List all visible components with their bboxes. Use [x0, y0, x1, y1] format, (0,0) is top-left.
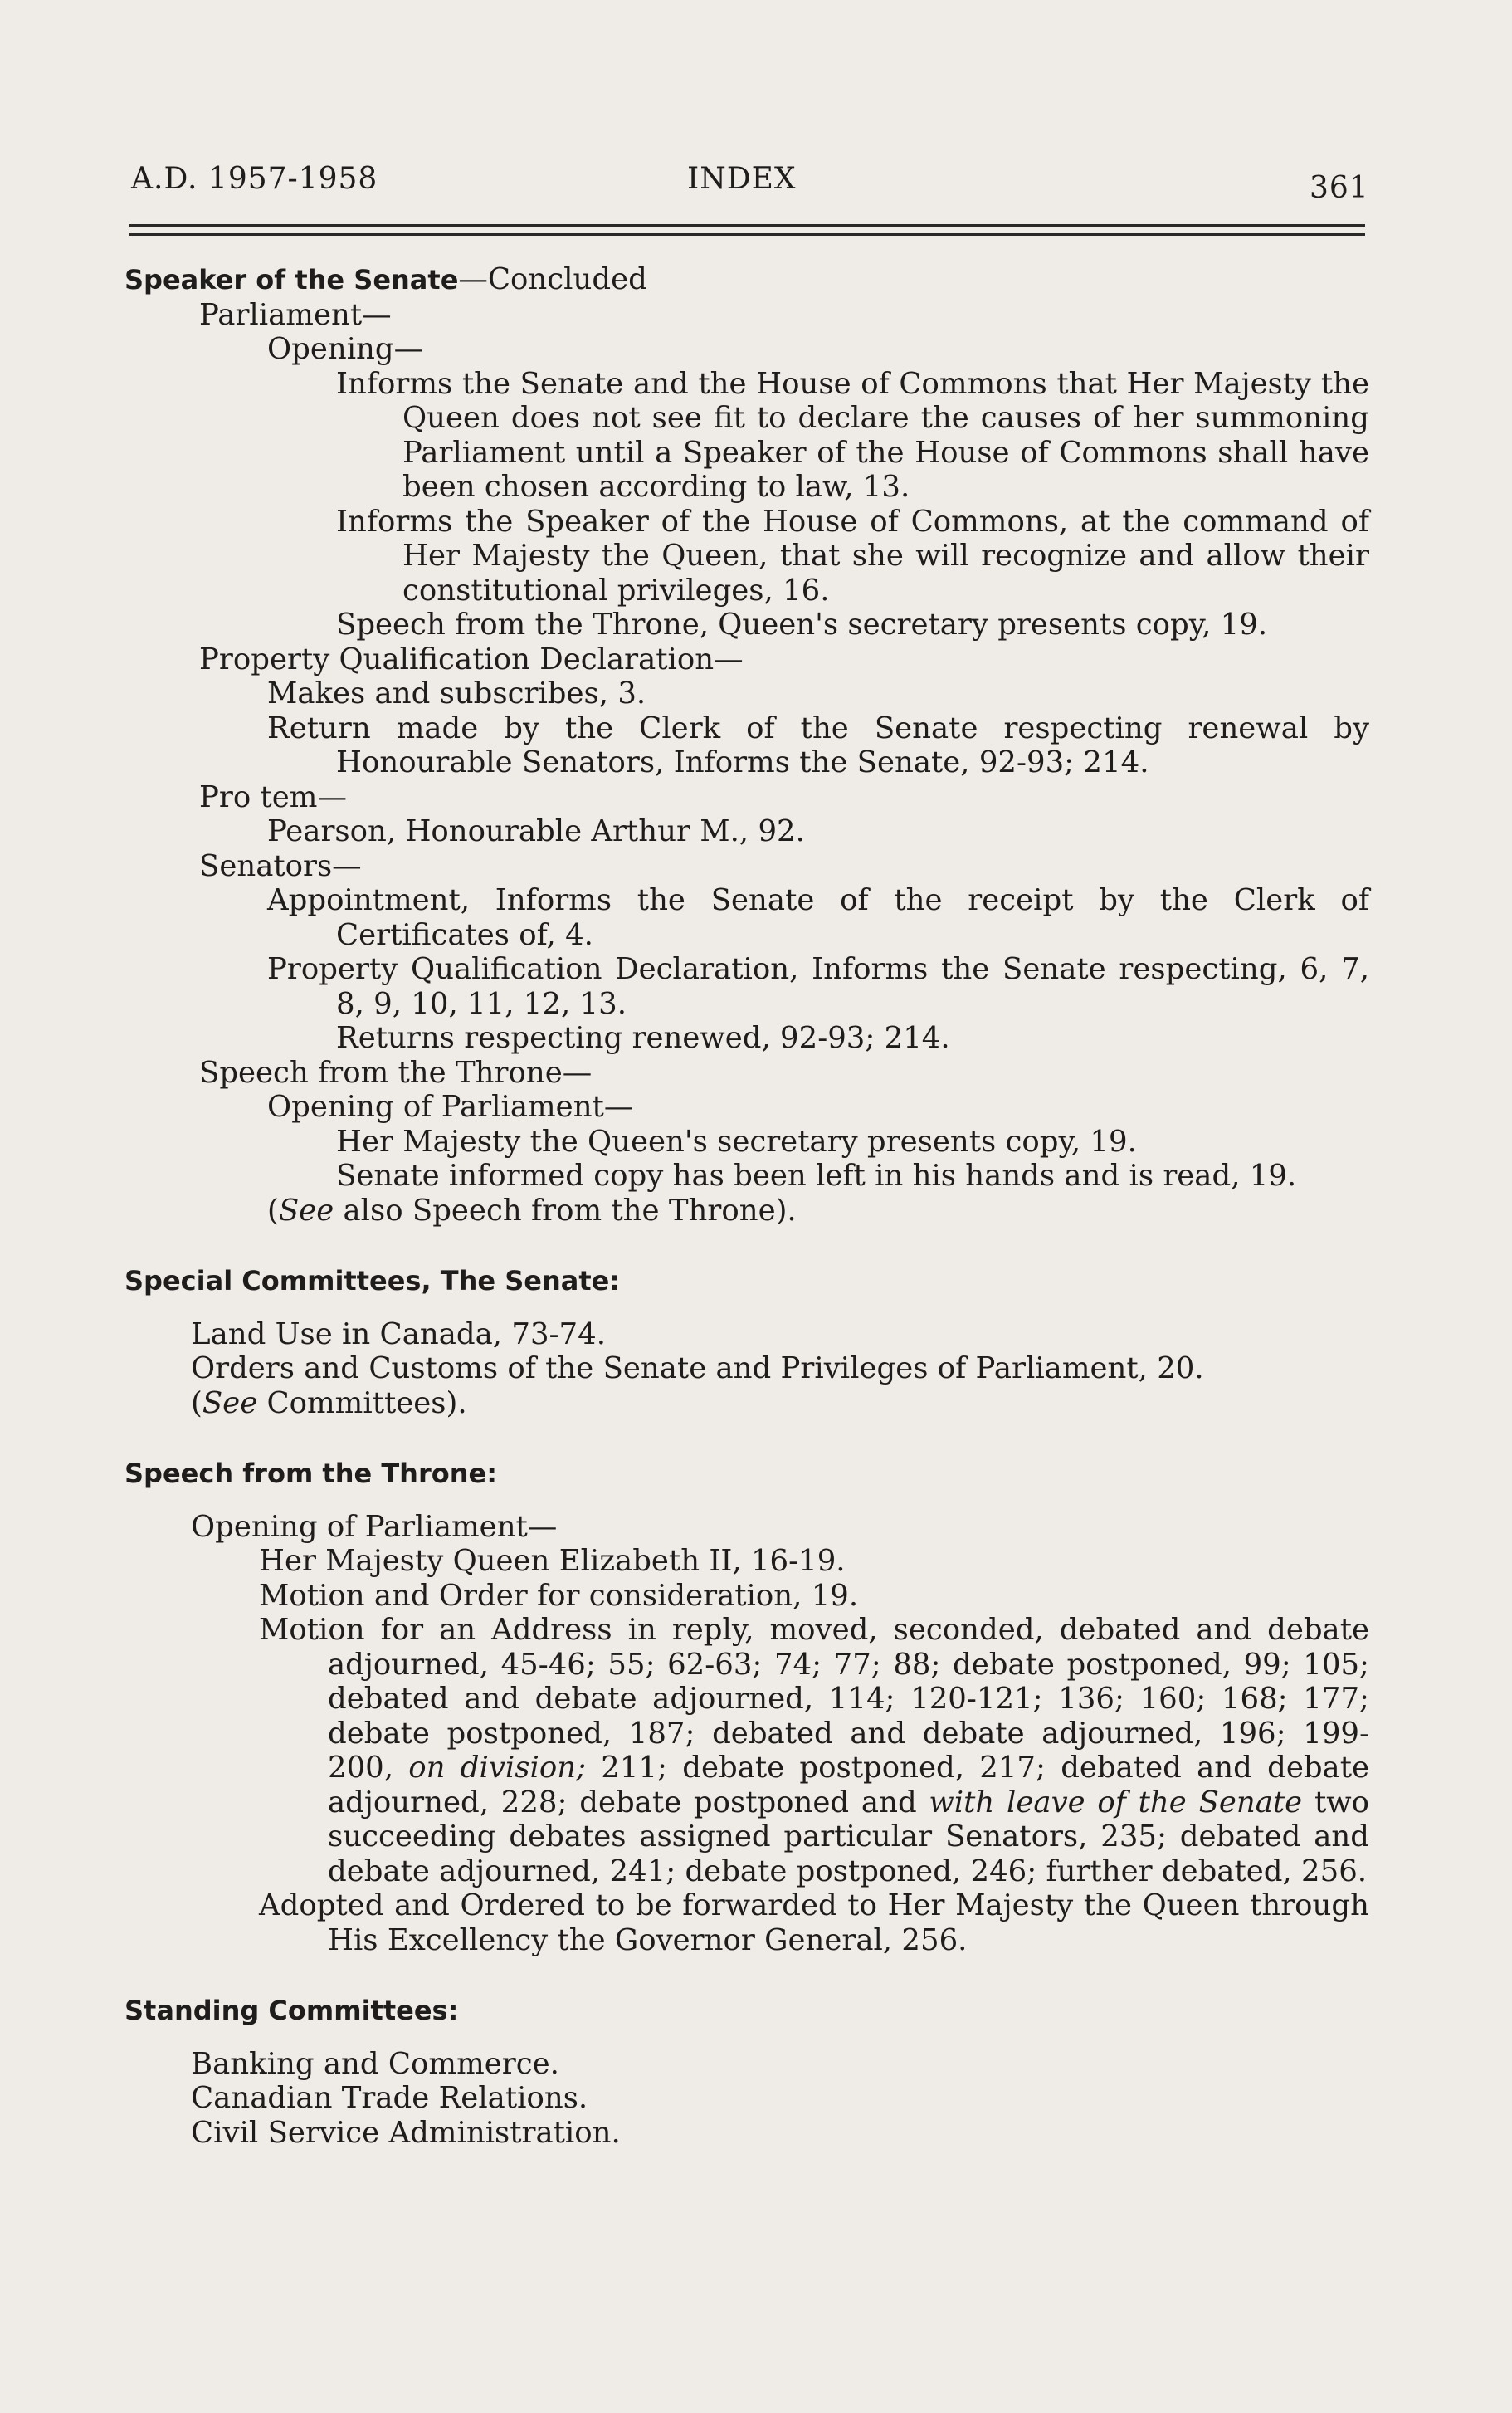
spacer [124, 2029, 1369, 2047]
see-target: Committees). [257, 1385, 467, 1420]
subentry-senators: Senators— [199, 848, 362, 883]
index-content [124, 262, 1369, 2150]
section-heading [124, 262, 1369, 298]
entry: Property Qualification Declaration, Informs the Senate respecting, 6, 7, 8, 9, 10, 11, 12, 13. [267, 952, 1369, 1021]
entry: Return made by the Clerk of the Senate respecting renewal by Honourable Senators, Informs the Senate, 92-93; 214. [267, 711, 1369, 779]
list-item: Civil Service Administration. [191, 2115, 621, 2150]
spacer [124, 1420, 1369, 1457]
spacer [124, 1228, 1369, 1264]
entry: Land Use in Canada, 73-74. [191, 1316, 606, 1351]
subentry-parliament: Parliament— [199, 297, 392, 332]
running-head-title: INDEX [687, 162, 797, 196]
subentry-pro-tem: Pro tem— [199, 779, 347, 814]
header-rule-bottom [129, 233, 1365, 236]
section-speech-from-throne [124, 1457, 1369, 1957]
entry: Speech from the Throne, Queen's secretary presents copy, 19. [336, 608, 1268, 642]
entry: Returns respecting renewed, 92-93; 214. [336, 1021, 950, 1055]
section-special-committees [124, 1264, 1369, 1420]
section-heading: Standing Committees: [124, 1995, 459, 2026]
entry: Her Majesty the Queen's secretary presents copy, 19. [336, 1124, 1137, 1159]
spacer [124, 1492, 1369, 1510]
entry: Makes and subscribes, 3. [267, 677, 646, 711]
subentry-property: Property Qualification Declaration— [199, 642, 744, 677]
section-heading: Special Committees, The Senate: [124, 1265, 621, 1297]
subentry-speech: Speech from the Throne— [199, 1055, 593, 1090]
running-head-date: A.D. 1957-1958 [131, 162, 378, 196]
subentry-opening: Opening— [267, 332, 424, 366]
see-target: also Speech from the Throne). [334, 1193, 797, 1228]
subentry-opening-of-parliament: Opening of Parliament— [191, 1509, 558, 1544]
entry: Motion and Order for consideration, 19. [259, 1578, 859, 1613]
entry: Senate informed copy has been left in his hands and is read, 19. [336, 1159, 1297, 1193]
entry-text: 211; debate postponed, 217; debated and debate adjourned, 228; debate postponed and [328, 1751, 1369, 1820]
see-reference [124, 1386, 1369, 1421]
entry: Pearson, Honourable Arthur M., 92. [267, 814, 805, 848]
entry: Appointment, Informs the Senate of the receipt by the Clerk of Certificates of, 4. [267, 883, 1369, 952]
section-speaker-of-senate [124, 262, 1369, 1228]
header-rule-top [129, 224, 1365, 227]
section-standing-committees [124, 1994, 1369, 2150]
entry-address-in-reply [124, 1613, 1369, 1888]
entry: Her Majesty Queen Elizabeth II, 16-19. [259, 1544, 846, 1578]
page-number: 361 [1310, 171, 1369, 205]
paren: ( [191, 1385, 202, 1420]
entry: Informs the Senate and the House of Commons that Her Majesty the Queen does not see fit to declare the causes of her summoning Parliament until a Speaker of the House of Commons shall have been chosen according to law, 13. [336, 366, 1369, 504]
heading-text: Speaker of the Senate [124, 264, 459, 296]
entry: Orders and Customs of the Senate and Privileges of Parliament, 20. [191, 1351, 1204, 1385]
entry-text: two succeeding debates assigned particular Senators, 235; debated and debate adjourned, 241; debate postponed, 246; further debated, 256. [328, 1785, 1369, 1888]
paren: ( [267, 1193, 279, 1228]
section-heading: Speech from the Throne: [124, 1458, 497, 1489]
heading-continued: —Concluded [458, 262, 647, 296]
entry-italic: on division; [408, 1751, 587, 1785]
entry-italic: with leave of the Senate [929, 1785, 1303, 1820]
list-item: Canadian Trade Relations. [191, 2081, 588, 2115]
entry: Informs the Speaker of the House of Commons, at the command of Her Majesty the Queen, that she will recognize and allow their constitutional privileges, 16. [336, 504, 1369, 608]
entry: Adopted and Ordered to be forwarded to Her Majesty the Queen through His Excellency the Governor General, 256. [259, 1888, 1369, 1957]
subentry-opening-of-parliament: Opening of Parliament— [267, 1090, 634, 1124]
entry-text: Motion for an Address in reply, moved, seconded, debated and debate adjourned, 45-46; 55; 62-63; 74; 77; 88; debate postponed, 99; 105; debated and debate adjourned, 114; 120-121; 136; 160; 168; 177; debate postponed, 187; debated and debate adjourned, 196; 199-200, [259, 1613, 1369, 1785]
see-also-reference [124, 1194, 1369, 1228]
spacer [124, 1957, 1369, 1994]
see-word: See [202, 1385, 258, 1420]
list-item: Banking and Commerce. [191, 2046, 559, 2081]
see-word: See [278, 1193, 334, 1228]
spacer [124, 1299, 1369, 1317]
